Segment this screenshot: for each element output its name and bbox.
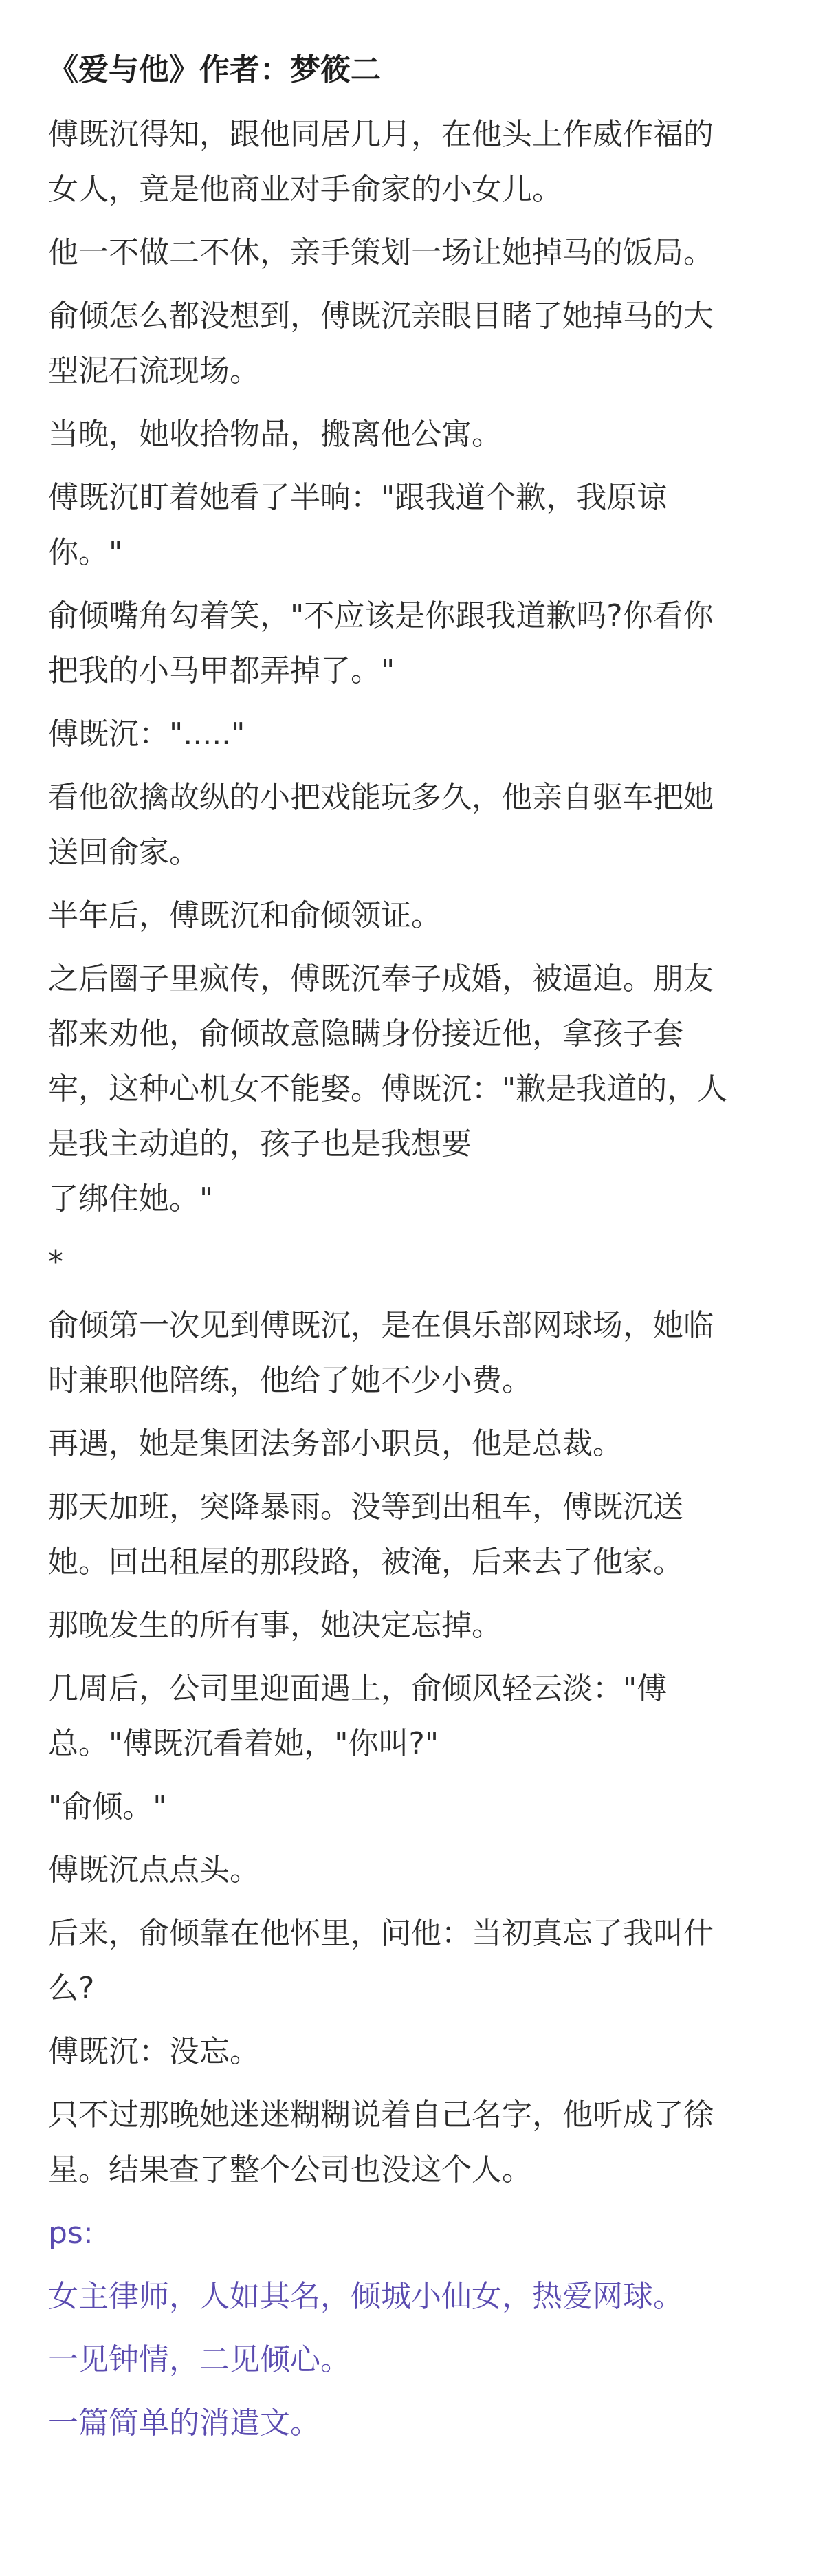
paragraph bbox=[48, 952, 784, 1227]
text-line: 他一不做二不休，亲手策划一场让她掉马的饭局。 bbox=[48, 235, 714, 270]
paragraph bbox=[48, 2088, 784, 2198]
text-line: 总。"傅既沉看着她，"你叫?" bbox=[48, 1726, 439, 1761]
paragraph bbox=[48, 770, 784, 880]
text-line: 之后圈子里疯传，傅既沉奉子成婚，被逼迫。朋友 bbox=[48, 961, 714, 996]
paragraph bbox=[48, 289, 784, 399]
ps-line: 一见钟情，二见倾心。 bbox=[48, 2342, 351, 2377]
paragraph bbox=[48, 1843, 784, 1898]
text-line: 是我主动追的，孩子也是我想要 bbox=[48, 1126, 472, 1161]
text-line: 俞倾嘴角勾着笑，"不应该是你跟我道歉吗?你看你 bbox=[48, 598, 714, 633]
text-line: 傅既沉盯着她看了半晌："跟我道个歉，我原谅 bbox=[48, 480, 668, 515]
text-line: 只不过那晚她迷迷糊糊说着自己名字，他听成了徐 bbox=[48, 2097, 714, 2132]
paragraph bbox=[48, 1235, 784, 1290]
paragraph bbox=[48, 1298, 784, 1408]
text-line: 傅既沉："....." bbox=[48, 717, 245, 752]
paragraph bbox=[48, 2024, 784, 2080]
text-line: "俞倾。" bbox=[48, 1789, 167, 1824]
article-body bbox=[48, 107, 784, 2198]
text-line: 俞倾怎么都没想到，傅既沉亲眼目睹了她掉马的大 bbox=[48, 298, 714, 334]
paragraph bbox=[48, 589, 784, 699]
paragraph bbox=[48, 107, 784, 217]
ps-line: 一篇简单的消遣文。 bbox=[48, 2405, 320, 2441]
text-line: 俞倾第一次见到傅既沉，是在俱乐部网球场，她临 bbox=[48, 1308, 714, 1343]
text-line: 送回俞家。 bbox=[48, 835, 199, 870]
text-line: 女人，竟是他商业对手俞家的小女儿。 bbox=[48, 172, 562, 207]
text-line: 型泥石流现场。 bbox=[48, 353, 260, 389]
text-line: 傅既沉得知，跟他同居几月，在他头上作威作福的 bbox=[48, 117, 714, 152]
text-line: 看他欲擒故纵的小把戏能玩多久，他亲自驱车把她 bbox=[48, 780, 714, 815]
ps-line: 女主律师，人如其名，倾城小仙女，热爱网球。 bbox=[48, 2279, 683, 2314]
text-line: 她。回出租屋的那段路，被淹，后来去了他家。 bbox=[48, 1544, 683, 1580]
text-line: 当晚，她收拾物品，搬离他公寓。 bbox=[48, 417, 502, 452]
text-line: 后来，俞倾靠在他怀里，问他：当初真忘了我叫什 bbox=[48, 1916, 714, 1951]
paragraph bbox=[48, 1780, 784, 1835]
text-line: 傅既沉：没忘。 bbox=[48, 2034, 260, 2069]
text-line: 再遇，她是集团法务部小职员，他是总裁。 bbox=[48, 1426, 623, 1461]
text-line: 把我的小马甲都弄掉了。" bbox=[48, 653, 395, 688]
text-line: 了绑住她。" bbox=[48, 1181, 214, 1216]
text-line: 那晚发生的所有事，她决定忘掉。 bbox=[48, 1608, 502, 1643]
paragraph bbox=[48, 1417, 784, 1472]
text-line: 几周后，公司里迎面遇上，俞倾风轻云淡："傅 bbox=[48, 1671, 668, 1706]
paragraph bbox=[48, 1661, 784, 1771]
text-line: 星。结果查了整个公司也没这个人。 bbox=[48, 2152, 532, 2187]
text-line: 那天加班，突降暴雨。没等到出租车，傅既沉送 bbox=[48, 1489, 683, 1525]
paragraph bbox=[48, 407, 784, 462]
text-line: 牢，这种心机女不能娶。傅既沉："歉是我道的，人 bbox=[48, 1071, 728, 1106]
paragraph bbox=[48, 226, 784, 281]
ps-label: ps: bbox=[48, 2216, 94, 2251]
paragraph bbox=[48, 888, 784, 943]
text-line: * bbox=[48, 1245, 63, 1280]
paragraph bbox=[48, 1480, 784, 1590]
text-line: 半年后，傅既沉和俞倾领证。 bbox=[48, 898, 441, 933]
text-line: 时兼职他陪练，他给了她不少小费。 bbox=[48, 1363, 532, 1398]
paragraph bbox=[48, 1598, 784, 1653]
paragraph bbox=[48, 1906, 784, 2016]
article-title: 《爱与他》作者：梦筱二 bbox=[48, 52, 381, 87]
text-line: 傅既沉点点头。 bbox=[48, 1853, 260, 1888]
text-line: 都来劝他，俞倾故意隐瞒身份接近他，拿孩子套 bbox=[48, 1016, 683, 1051]
text-line: 你。" bbox=[48, 535, 123, 570]
paragraph bbox=[48, 707, 784, 762]
paragraph bbox=[48, 470, 784, 580]
text-line: 么? bbox=[48, 1971, 95, 2006]
ps-section bbox=[48, 2206, 784, 2451]
